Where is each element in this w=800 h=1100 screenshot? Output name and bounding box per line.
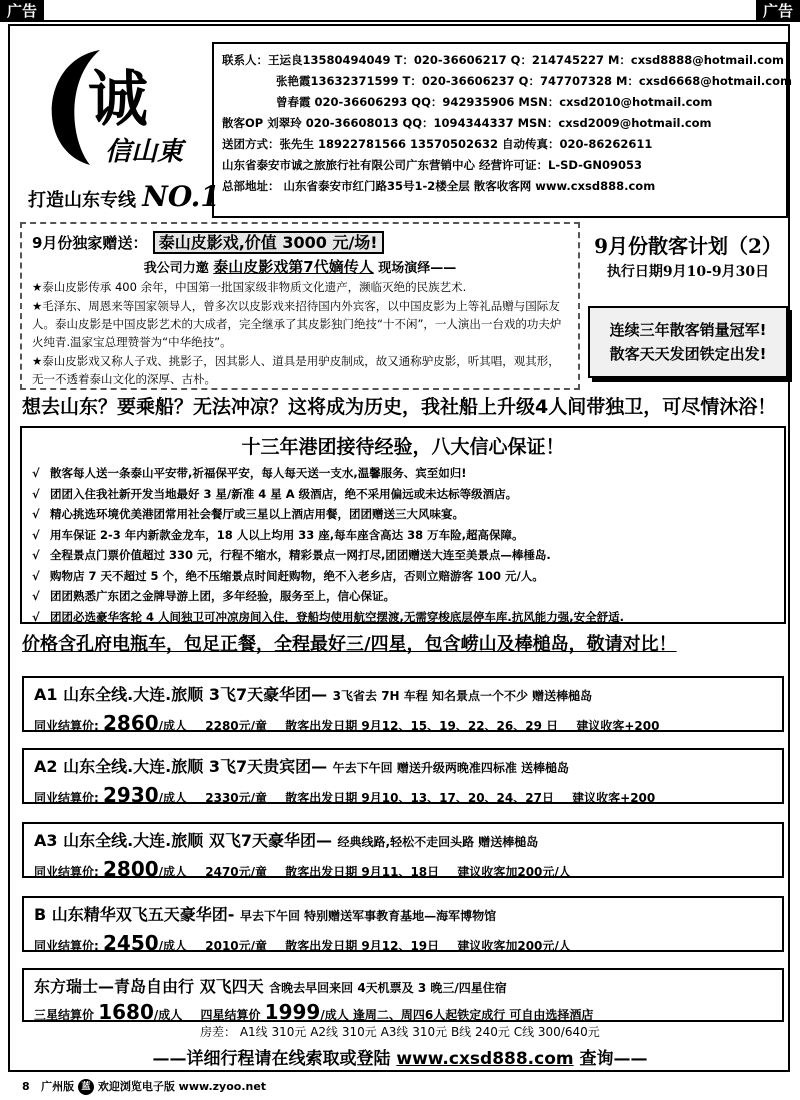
route-child-price: 2470元/童 <box>205 865 268 879</box>
route-box-a2 <box>22 748 784 807</box>
check-icon: √ <box>32 609 40 624</box>
route-box-a3 <box>22 822 784 881</box>
route-dates: 散客出发日期 9月12、19日 <box>285 939 440 953</box>
slogan <box>28 180 220 213</box>
contact-row: 联系人：王运良13580494049 T：020-36606217 Q：214745227 M：cxsd8888@hotmail.com <box>222 53 784 67</box>
guarantee-item <box>32 525 774 546</box>
contact-row: 曾春霞 020-36606293 QQ：942935906 MSN：cxsd2010@hotmail.com <box>276 95 713 109</box>
check-icon: √ <box>32 589 40 603</box>
contact-info-box <box>212 42 792 218</box>
route-note: 早去下午回 特别赠送军事教育基地—海军博物馆 <box>240 909 497 923</box>
route-price-line <box>34 1000 772 1024</box>
guarantee-item <box>32 545 774 566</box>
route-note: 经典线路,轻松不走回头路 赠送棒槌岛 <box>337 835 539 849</box>
guarantee-text: 精心挑选环境优美港团常用社会餐厅或三星以上酒店用餐，团团赠送三大风味宴。 <box>50 507 464 521</box>
route-title-line <box>34 974 772 997</box>
guarantee-item <box>32 463 774 484</box>
route-title: A3 山东全线.大连.旅顺 双飞7天豪华团— <box>34 831 332 850</box>
plan-info <box>588 230 788 281</box>
route-price: 2800 <box>103 857 159 881</box>
slogan-text: 打造山东专线 <box>28 190 136 211</box>
ship-headline: 想去山东？要乘船？无法冲凉？这将成为历史，我社船上升级4人间带独卫，可尽情沐浴！ <box>22 396 777 418</box>
route-dates: 散客出发日期 9月10、13、17、20、24、27日 <box>285 791 554 805</box>
route-suggest: /成人 逢周二、周四6人起铁定成行 可自由选择酒店 <box>320 1008 594 1022</box>
ad-label-right: 广告 <box>756 0 800 22</box>
route-box-c <box>22 968 784 1022</box>
guarantee-text: 团团熟悉广东团之金牌导游上团，多年经验，服务至上，信心保证。 <box>50 589 395 603</box>
route-child-price: 2280元/童 <box>205 719 268 733</box>
logo-char-main: 诚 <box>88 65 148 135</box>
plan-box-line: 连续三年散客销量冠军! <box>609 321 767 339</box>
contact-row: 山东省泰安市诚之旅旅行社有限公司广东营销中心 经营许可证：L-SD-GN09053 <box>222 158 642 172</box>
contact-row: 送团方式：张先生 18922781566 13570502632 自动传真：020-86262611 <box>222 137 653 151</box>
logo-char-sub: 信山東 <box>105 137 184 167</box>
route-suggest: 建议收客加200元/人 <box>457 865 571 879</box>
promo-subheading <box>32 256 568 277</box>
route-title-line <box>34 902 772 925</box>
route-title: 东方瑞士—青岛自由行 双飞四天 <box>34 977 264 996</box>
footer-cta <box>0 1044 800 1069</box>
guarantee-item <box>32 484 774 505</box>
contact-row: 总部地址： 山东省泰安市红门路35号1-2楼全层 散客收客网 www.cxsd888.com <box>222 179 656 193</box>
plan-box-line: 散客天天发团铁定出发! <box>609 345 767 363</box>
edition-label: 广州版 <box>41 1080 75 1093</box>
plan-title: 9月份散客计划（2） <box>594 234 782 258</box>
route-price: 2860 <box>103 711 159 735</box>
ad-label-left: 广告 <box>0 0 44 22</box>
route-title: A2 山东全线.大连.旅顺 3飞7天贵宾团— <box>34 757 328 776</box>
plan-highlight-box <box>588 306 788 378</box>
guarantee-text: 散客每人送一条泰山平安带,祈福保平安，每人每天送一支水,温馨服务、宾至如归! <box>50 466 467 480</box>
guarantee-box <box>20 426 786 624</box>
check-icon: √ <box>32 548 40 562</box>
edition-badge-icon: 蓝 <box>78 1079 94 1095</box>
guarantee-text: 团团必选豪华客轮 4 人间独卫可冲凉房间入住，登船均使用航空摆渡,无需穿梭底层停车库.抗风能力强,安全舒适. <box>50 609 624 624</box>
guarantee-title: 十三年港团接待经验，八大信心保证！ <box>241 436 565 458</box>
route-child-price: 2010元/童 <box>205 939 268 953</box>
guarantee-text: 团团入住我社新开发当地最好 3 星/新准 4 星 A 级酒店，绝不采用偏远或未达标等级酒店。 <box>50 486 518 501</box>
top-rule <box>0 20 800 22</box>
guarantee-item <box>32 607 774 628</box>
plan-dates: 执行日期9月10-9月30日 <box>606 264 770 280</box>
shadow-play-promo <box>20 222 580 390</box>
route-price-unit: /成人 <box>158 719 188 733</box>
route-title: B 山东精华双飞五天豪华团- <box>34 905 235 924</box>
route-price-label: 同业结算价: <box>34 939 99 953</box>
route-note: 含晚去早回来回 4天机票及 3 晚三/四星住宿 <box>269 981 507 995</box>
guarantee-item <box>32 504 774 525</box>
route-price-line <box>34 711 772 735</box>
promo-head-boxed: 泰山皮影戏,价值 3000 元/场! <box>153 231 384 254</box>
route-suggest: 建议收客加200元/人 <box>457 939 571 953</box>
route-four-star-label: 四星结算价 <box>200 1008 261 1022</box>
guarantee-item <box>32 566 774 587</box>
route-four-star-price: 1999 <box>264 1000 321 1024</box>
logo-emblem <box>30 40 210 180</box>
route-box-b <box>22 896 784 955</box>
route-price-line <box>34 857 772 881</box>
guarantee-text: 全程景点门票价值超过 330 元，行程不缩水，精彩景点一网打尽,团团赠送大连至美景点—棒棰岛. <box>50 548 551 562</box>
room-difference: 房差： A1线 310元 A2线 310元 A3线 310元 B线 240元 C线 300/640元 <box>200 1025 600 1039</box>
route-price-unit: /成人 <box>153 1008 183 1022</box>
footer-prefix: ——详细行程请在线索取或登陆 <box>152 1049 391 1069</box>
route-price: 1680 <box>98 1000 154 1024</box>
check-icon: √ <box>32 466 40 480</box>
page-number: 8 <box>22 1080 30 1093</box>
route-suggest: 建议收客+200 <box>576 719 660 733</box>
page-footer <box>22 1078 266 1095</box>
guarantee-text: 购物店 7 天不超过 5 个，绝不压缩景点时间赶购物，绝不入老乡店，否则立赔游客 100 元/人。 <box>50 568 544 583</box>
promo-paragraph: ★毛泽东、周恩来等国家领导人，曾多次以皮影戏来招待国内外宾客，以中国皮影为上等礼品赠与国际友人。泰山皮影是中国皮影艺术的大成者，完全继承了其皮影独门绝技“十不闲”，一人演出一台戏的功夫炉火纯青.温家宝总理赞誉为“中华绝技”。 <box>32 299 562 349</box>
check-icon: √ <box>32 568 40 583</box>
route-price: 2450 <box>103 931 159 955</box>
promo-sub-prefix: 我公司力邀 <box>143 261 209 276</box>
route-price: 2930 <box>103 783 159 807</box>
route-suggest: 建议收客+200 <box>572 791 656 805</box>
route-child-price: 2330元/童 <box>205 791 268 805</box>
promo-paragraph: ★泰山皮影戏又称人子戏、挑影子，因其影人、道具是用驴皮制成，故又通称驴皮影，听其唱，观其形，无一不透着泰山文化的深厚、古朴。 <box>32 354 560 386</box>
route-title-line <box>34 682 772 705</box>
page-footer-text: 欢迎浏览电子版 www.zyoo.net <box>97 1080 267 1093</box>
slogan-no1: NO.1 <box>142 180 220 213</box>
route-price-label: 同业结算价: <box>34 791 99 805</box>
promo-heading <box>32 230 568 253</box>
guarantee-item <box>32 586 774 607</box>
contact-row: 张艳霞13632371599 T：020-36606237 Q：747707328 M：cxsd6668@hotmail.com <box>276 74 792 88</box>
route-dates: 散客出发日期 9月12、15、19、22、26、29 日 <box>285 719 559 733</box>
promo-paragraph: ★泰山皮影传承 400 余年，中国第一批国家级非物质文化遗产，濒临灭绝的民族艺术. <box>32 280 467 294</box>
route-price-unit: /成人 <box>158 865 188 879</box>
route-box-a1 <box>22 676 784 735</box>
price-banner: 价格含孔府电瓶车，包足正餐，全程最好三/四星，包含崂山及棒槌岛，敬请对比！ <box>22 634 677 655</box>
route-price-unit: /成人 <box>158 791 188 805</box>
footer-url-link[interactable]: www.cxsd888.com <box>396 1049 574 1069</box>
route-price-line <box>34 931 772 955</box>
guarantee-text: 用车保证 2-3 年内新款金龙车，18 人以上均用 33 座,每车座含高达 38 万车险,超高保障。 <box>50 527 524 542</box>
route-price-label: 三星结算价 <box>34 1008 95 1022</box>
check-icon: √ <box>32 507 40 521</box>
route-price-label: 同业结算价: <box>34 865 99 879</box>
route-title-line <box>34 754 772 777</box>
promo-head-prefix: 9月份独家赠送： <box>32 234 148 252</box>
route-note: 午去下午回 赠送升级两晚准四标准 送棒槌岛 <box>332 761 570 775</box>
route-dates: 散客出发日期 9月11、18日 <box>285 865 440 879</box>
route-price-label: 同业结算价: <box>34 719 99 733</box>
route-title: A1 山东全线.大连.旅顺 3飞7天豪华团— <box>34 685 328 704</box>
route-price-unit: /成人 <box>158 939 188 953</box>
route-price-line <box>34 783 772 807</box>
promo-sub-main: 泰山皮影戏第7代嫡传人 <box>213 258 374 276</box>
contact-row: 散客OP 刘翠玲 020-36608013 QQ：1094344337 MSN：cxsd2009@hotmail.com <box>222 116 712 130</box>
promo-sub-suffix: 现场演绎—— <box>378 261 457 276</box>
footer-suffix: 查询—— <box>579 1049 648 1069</box>
route-note: 3飞省去 7H 车程 知名景点一个不少 赠送棒槌岛 <box>332 689 593 703</box>
check-icon: √ <box>32 527 40 542</box>
route-title-line <box>34 828 772 851</box>
check-icon: √ <box>32 486 40 501</box>
